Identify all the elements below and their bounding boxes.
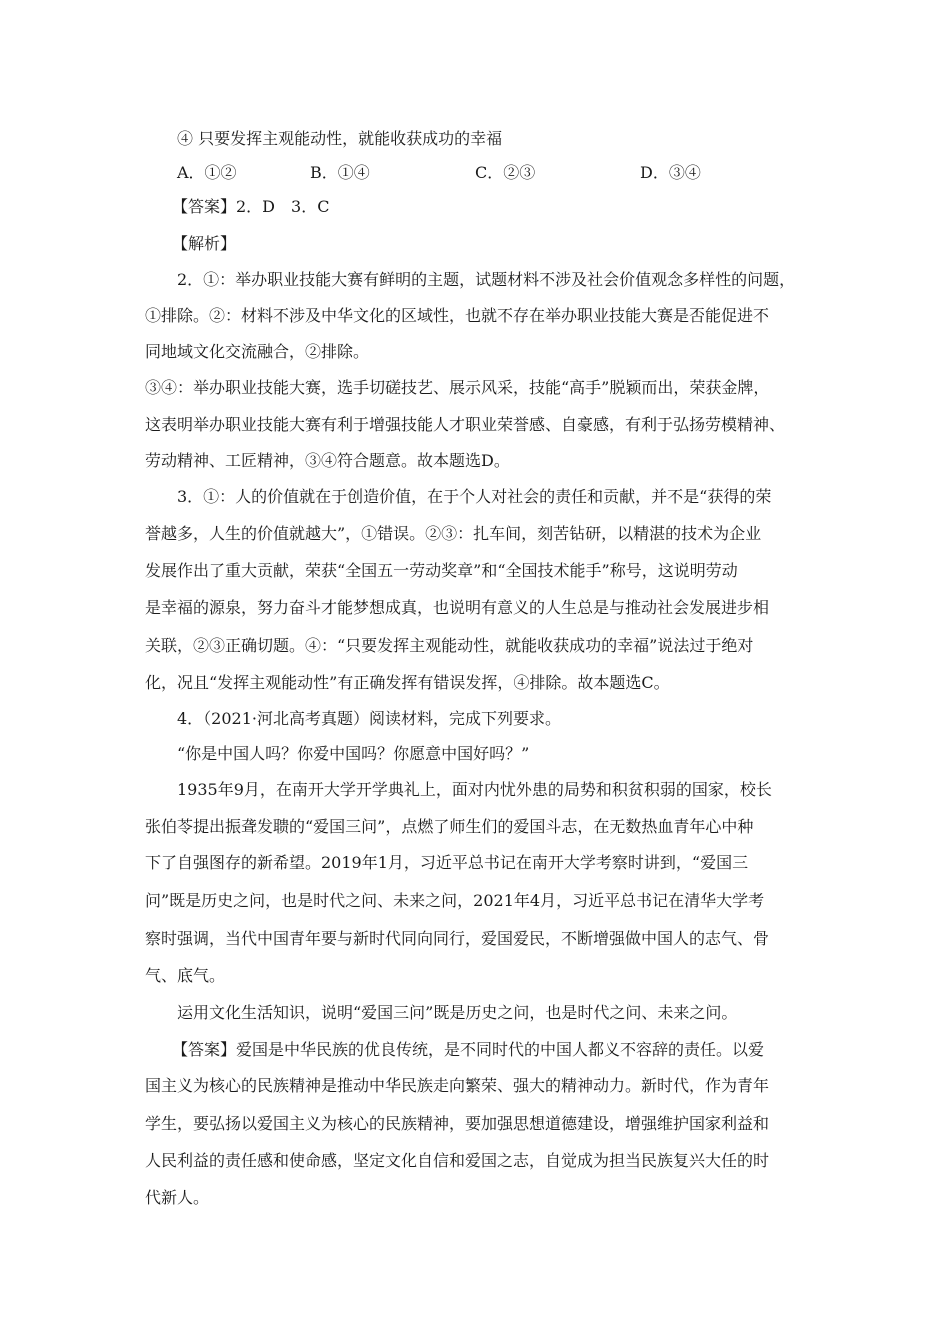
question3-option4-text: ④ 只要发挥主观能动性，就能收获成功的幸福 — [177, 129, 503, 148]
analysis3-line: 关联，②③正确切题。④：“只要发挥主观能动性，就能收获成功的幸福”说法过于绝对 — [145, 636, 754, 655]
analysis3-line: 发展作出了重大贡献，荣获“全国五一劳动奖章”和“全国技术能手”称号，这说明劳动 — [145, 561, 738, 580]
analysis3-line: 化，况且“发挥主观能动性”有正确发挥有错误发挥，④排除。故本题选C。 — [145, 673, 670, 692]
answer-line: 【答案】2．D 3．C — [172, 197, 330, 216]
option-b: B．①④ — [310, 163, 370, 182]
question4-material-line: 问”既是历史之问，也是时代之问、未来之问，2021年4月，习近平总书记在清华大学考 — [145, 891, 765, 910]
analysis3-line: 是幸福的源泉，努力奋斗才能梦想成真，也说明有意义的人生总是与推动社会发展进步相 — [145, 598, 770, 617]
question4-material-line: 下了自强图存的新希望。2019年1月，习近平总书记在南开大学考察时讲到，“爱国三 — [145, 853, 749, 872]
analysis2-line: 2．①：举办职业技能大赛有鲜明的主题，试题材料不涉及社会价值观念多样性的问题， — [177, 270, 796, 289]
question4-material-line: 张伯苓提出振聋发聩的“爱国三问”，点燃了师生们的爱国斗志，在无数热血青年心中种 — [145, 817, 754, 836]
analysis2-line: 这表明举办职业技能大赛有利于增强技能人才职业荣誉感、自豪感，有利于弘扬劳模精神、 — [145, 415, 786, 434]
option-c: C．②③ — [475, 163, 536, 182]
analysis2-line: ③④：举办职业技能大赛，选手切磋技艺、展示风采，技能“高手”脱颖而出，荣获金牌， — [145, 378, 770, 397]
question4-answer-line: 【答案】爱国是中华民族的优良传统，是不同时代的中国人都义不容辞的责任。以爱 — [172, 1040, 765, 1059]
question4-answer-line: 国主义为核心的民族精神是推动中华民族走向繁荣、强大的精神动力。新时代，作为青年 — [145, 1076, 770, 1095]
question4-prompt: 运用文化生活知识，说明“爱国三问”既是历史之问，也是时代之问、未来之问。 — [177, 1003, 738, 1022]
question4-answer-line: 代新人。 — [145, 1188, 210, 1207]
question4-quote: “你是中国人吗？你爱中国吗？你愿意中国好吗？” — [177, 744, 530, 763]
question4-material-line: 1935年9月，在南开大学开学典礼上，面对内忧外患的局势和积贫积弱的国家，校长 — [177, 780, 772, 799]
analysis-label: 【解析】 — [172, 234, 237, 253]
question4-material-line: 察时强调，当代中国青年要与新时代同向同行，爱国爱民，不断增强做中国人的志气、骨 — [145, 929, 770, 948]
option-a: A．①② — [177, 163, 237, 182]
analysis2-line: ①排除。②：材料不涉及中华文化的区域性，也就不存在举办职业技能大赛是否能促进不 — [145, 306, 770, 325]
option-d: D．③④ — [640, 163, 701, 182]
analysis3-line: 誉越多，人生的价值就越大”，①错误。②③：扎车间，刻苦钻研，以精湛的技术为企业 — [145, 524, 762, 543]
analysis2-line: 同地域文化交流融合，②排除。 — [145, 342, 370, 361]
question4-answer-line: 学生，要弘扬以爱国主义为核心的民族精神，要加强思想道德建设，增强维护国家利益和 — [145, 1114, 770, 1133]
question4-title: 4．（2021·河北高考真题）阅读材料，完成下列要求。 — [177, 709, 561, 728]
question4-answer-line: 人民利益的责任感和使命感，坚定文化自信和爱国之志，自觉成为担当民族复兴大任的时 — [145, 1151, 770, 1170]
analysis3-line: 3．①：人的价值就在于创造价值，在于个人对社会的责任和贡献，并不是“获得的荣 — [177, 487, 772, 506]
analysis2-line: 劳动精神、工匠精神，③④符合题意。故本题选D。 — [145, 451, 510, 470]
question4-material-line: 气、底气。 — [145, 966, 226, 985]
